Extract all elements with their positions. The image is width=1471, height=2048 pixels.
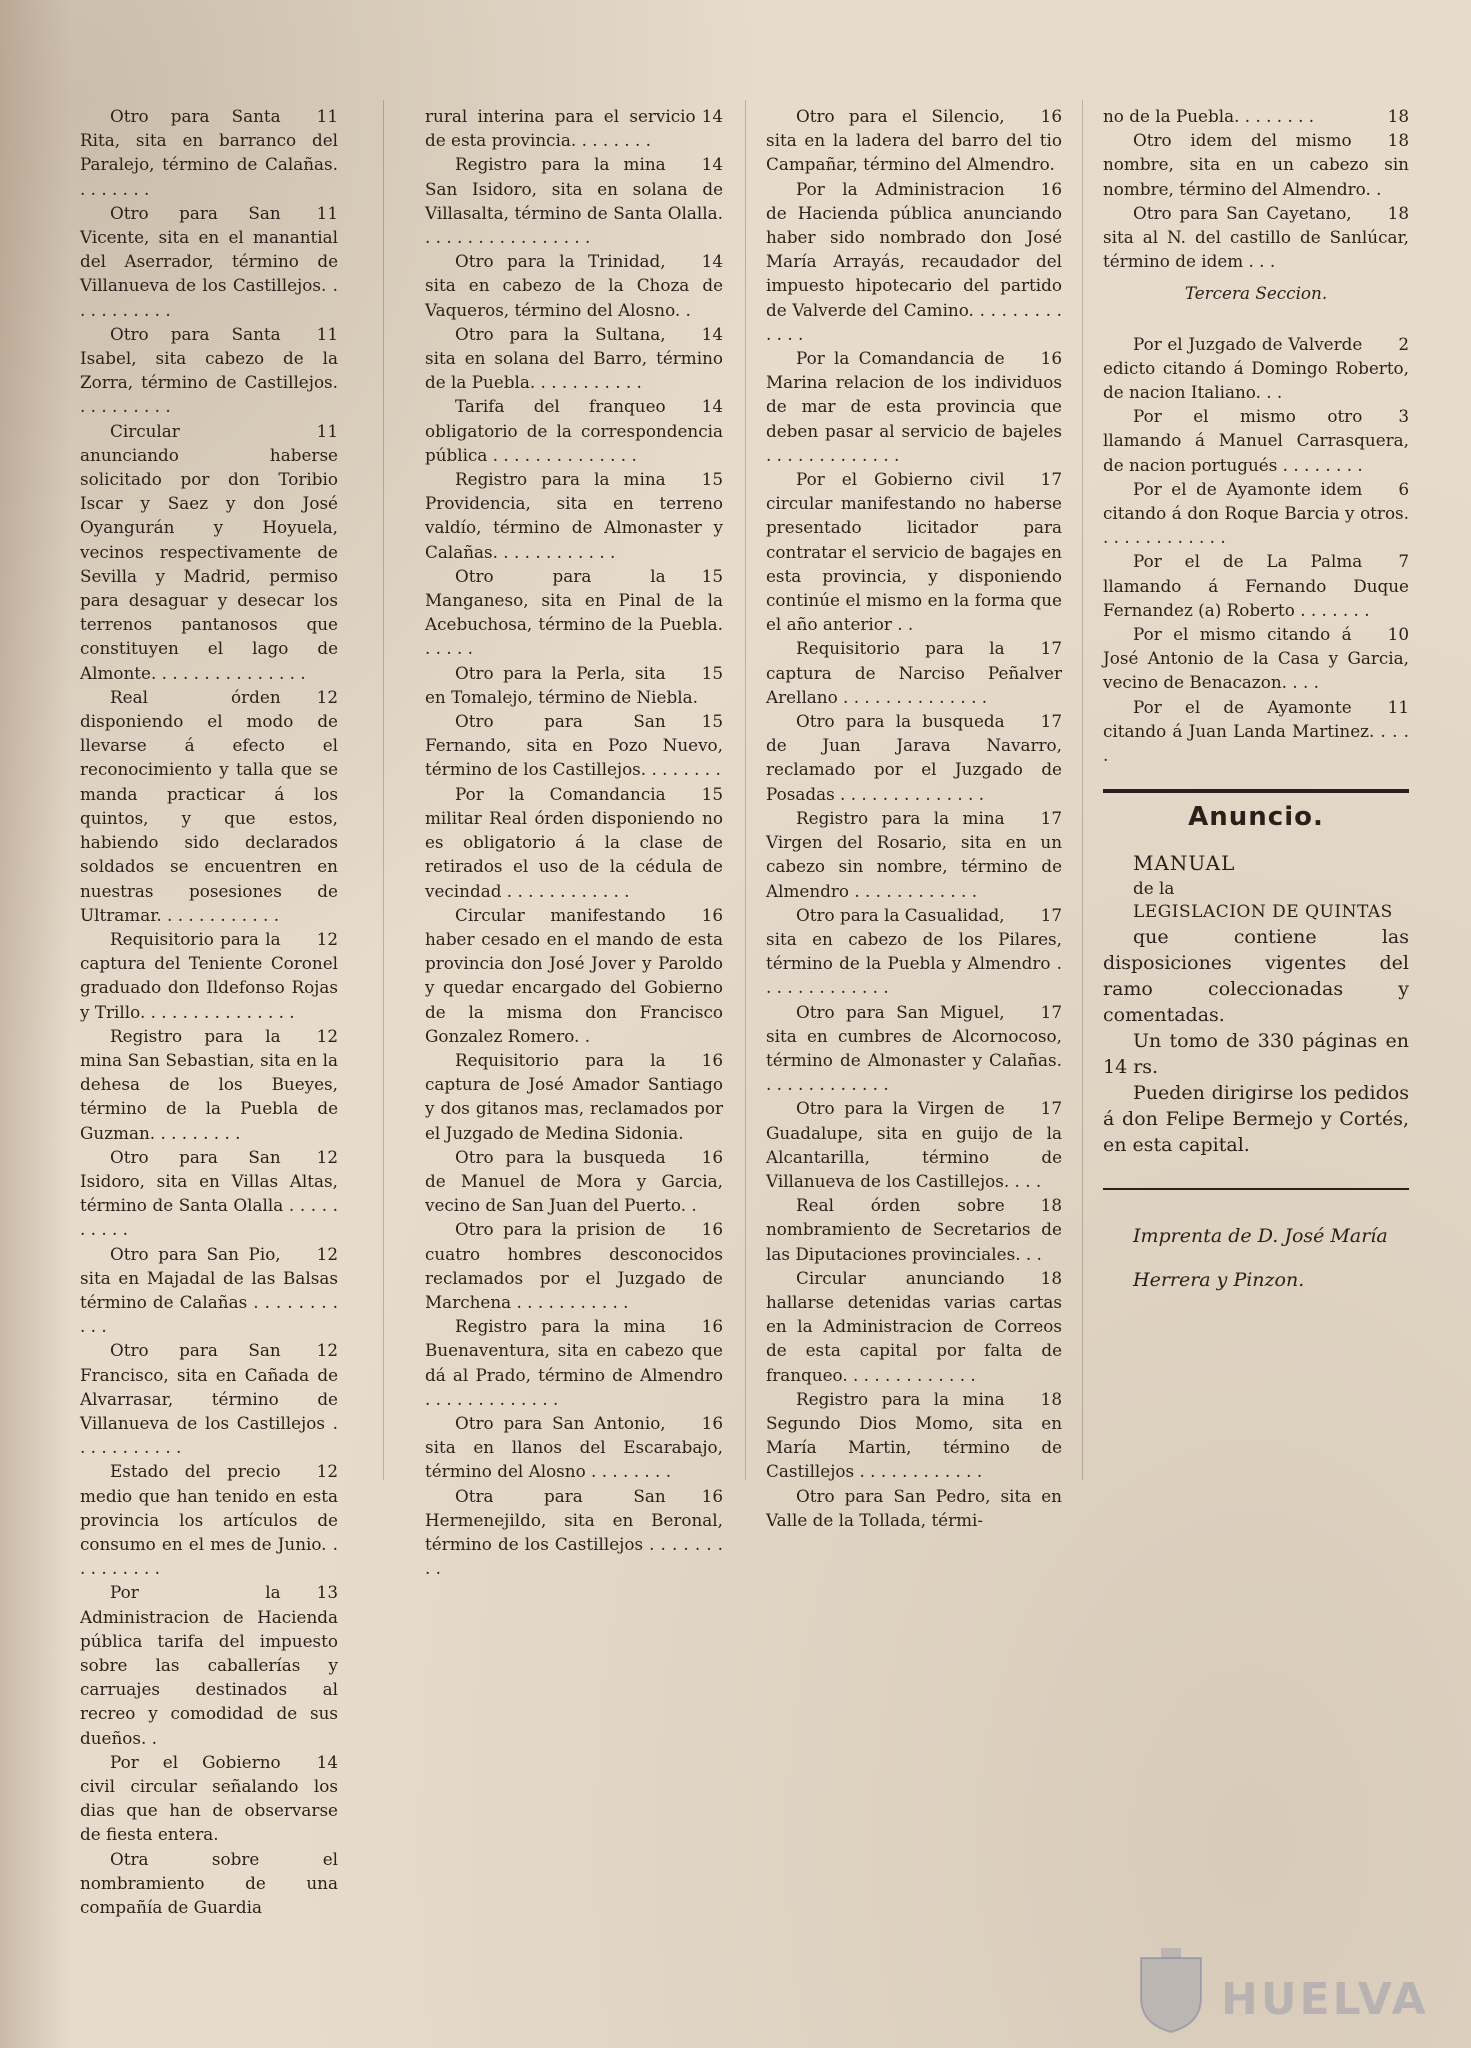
- index-entry: [1103, 549, 1409, 622]
- index-entry: [425, 564, 723, 661]
- index-entry: [425, 1411, 723, 1484]
- index-entry: [80, 1145, 338, 1242]
- entry-text: Por el mismo otro llamando á Manuel Carrasquera, de nacion portugués . . . . . . . .: [1103, 406, 1409, 475]
- page-number: 12: [316, 1340, 338, 1361]
- ad-manual: MANUAL: [1133, 851, 1236, 876]
- entry-text: Otro para San Francisco, sita en Cañada de Alvarrasar, término de Villanueva de los Castillejos . . . . . . . . . . .: [80, 1340, 338, 1458]
- index-entry: [766, 806, 1062, 903]
- entry-text: Otro para la Perla, sita en Tomalejo, término de Niebla.: [425, 662, 698, 707]
- ad-orders: Pueden dirigirse los pedidos á don Felipe Bermejo y Cortés, en esta capital.: [1103, 1082, 1409, 1157]
- page-number: 6: [1398, 478, 1409, 499]
- entry-text: Otro para la prision de cuatro hombres desconocidos reclamados por el Juzgado de Marchena . . . . . . . . . . .: [425, 1219, 723, 1312]
- index-entry: [766, 1387, 1062, 1484]
- index-entry: [80, 1459, 338, 1580]
- page-number: 13: [316, 1582, 338, 1603]
- index-entry: [80, 1580, 338, 1749]
- thick-rule: [1103, 789, 1409, 793]
- index-entry: [766, 346, 1062, 467]
- index-entry: [766, 467, 1062, 636]
- entry-text: Registro para la mina Virgen del Rosario, sita en un cabezo sin nombre, término de Almendro . . . . . . . . . . . .: [766, 807, 1062, 901]
- entry-text: Por la Administracion de Hacienda pública anunciando haber sido nombrado don José María Arrayás, recaudador del impuesto hipotecario del partido de Valverde del Camino. . . . . . . . . . . . .: [766, 178, 1062, 344]
- page-number: 16: [1040, 106, 1062, 126]
- index-entry: [80, 927, 338, 1024]
- entry-text: Requisitorio para la captura de Narciso Peñalver Arellano . . . . . . . . . . . . . .: [766, 638, 1062, 707]
- third-section-entries: [1103, 332, 1409, 768]
- entry-text: Otra para San Hermenejildo, sita en Beronal, término de los Castillejos . . . . . . . . .: [425, 1485, 723, 1579]
- index-entry: [766, 1266, 1062, 1387]
- page-number: 16: [701, 1412, 723, 1433]
- index-entry: [425, 322, 723, 395]
- entry-text: Otro para la Casualidad, sita en cabezo de los Pilares, término de la Puebla y Almendro . . . . . . . . . . . . .: [766, 904, 1062, 998]
- index-entry: [425, 1484, 723, 1581]
- index-entry: [766, 1096, 1062, 1193]
- watermark-text: HUELVA: [1221, 1974, 1429, 2025]
- page-number: 17: [1040, 904, 1062, 925]
- ad-volume-price: Un tomo de 330 páginas en 14 rs.: [1103, 1030, 1409, 1079]
- entry-text: Registro para la mina Buenaventura, sita en cabezo que dá al Prado, término de Almendro . . . . . . . . . . . . .: [425, 1316, 723, 1409]
- index-entry: [80, 104, 338, 201]
- entry-text: Otro para San Miguel, sita en cumbres de Alcornocoso, término de Almonaster y Calañas. . . . . . . . . . . . .: [766, 1001, 1062, 1095]
- page-number: 17: [1040, 1098, 1062, 1119]
- entry-text: Registro para la mina San Isidoro, sita en solana de Villasalta, término de Santa Olalla. . . . . . . . . . . . . . . . .: [425, 154, 723, 248]
- column-divider: [383, 100, 384, 1480]
- entry-text: Por el Gobierno civil circular manifestando no haberse presentado licitador para contratar el servicio de bagajes en esta provincia, y disponiendo continúe el mismo en la forma que el año anterior . .: [766, 469, 1062, 635]
- thin-rule: [1103, 1188, 1409, 1190]
- index-column-1: [80, 104, 338, 1919]
- imprint-line-2: Herrera y Pinzon.: [1133, 1269, 1305, 1292]
- entry-text: Por la Comandancia de Marina relacion de los individuos de mar de esta provincia que deben pasar al servicio de bajeles . . . . . . . . . . . . .: [766, 348, 1062, 465]
- page-number: 16: [701, 904, 723, 925]
- page-number: 11: [316, 323, 338, 344]
- entry-text: Otro para San Isidoro, sita en Villas Altas, término de Santa Olalla . . . . . . . . . .: [80, 1146, 338, 1240]
- entry-text: Otro para la Sultana, sita en solana del Barro, término de la Puebla. . . . . . . . . . .: [425, 323, 723, 393]
- crest-icon: [1131, 1948, 1211, 2034]
- index-entry: [80, 1338, 338, 1459]
- index-entry: [80, 685, 338, 927]
- entry-text: Otro para la busqueda de Juan Jarava Navarro, reclamado por el Juzgado de Posadas . . . . . . . . . . . . . .: [766, 711, 1062, 804]
- index-entry: [766, 177, 1062, 346]
- index-entry: [425, 1217, 723, 1314]
- entry-text: Real órden disponiendo el modo de llevarse á efecto el reconocimiento y talla que se manda practicar á los quintos, y que estos, habiendo sido declarados soldados se encuentren en nuestras posesiones de Ultramar. . . . . . . . . . . .: [80, 686, 338, 925]
- entry-text: rural interina para el servicio de esta provincia. . . . . . . .: [425, 106, 696, 151]
- index-entry: [80, 322, 338, 419]
- entry-text: Por el de Ayamonte idem citando á don Roque Barcia y otros. . . . . . . . . . . . .: [1103, 478, 1409, 548]
- advertisement-title: Anuncio.: [1188, 802, 1324, 833]
- index-entry: [425, 394, 723, 467]
- entry-text: Por el de La Palma llamando á Fernando Duque Fernandez (a) Roberto . . . . . . .: [1103, 551, 1409, 620]
- advertisement: [1103, 802, 1409, 1158]
- page-number: 12: [316, 928, 338, 949]
- page-number: 17: [1040, 1001, 1062, 1022]
- ad-de-la: de la: [1133, 877, 1175, 898]
- index-column-2: [425, 104, 723, 1580]
- entry-text: Circular manifestando haber cesado en el mando de esta provincia don José Jover y Paroldo y quedar encargado del Gobierno de la misma don Francisco Gonzalez Romero. .: [425, 904, 723, 1046]
- entry-text: Otro para San Fernando, sita en Pozo Nuevo, término de los Castillejos. . . . . . . .: [425, 711, 723, 780]
- entry-text: Otro para Santa Rita, sita en barranco del Paralejo, término de Calañas. . . . . . . .: [80, 106, 338, 199]
- page-number: 18: [1387, 106, 1409, 126]
- entry-text: Circular anunciando haberse solicitado por don Toribio Iscar y Saez y don José Oyangurán y Hoyuela, vecinos respectivamente de Sevilla y Madrid, permiso para desaguar y desecar los terrenos pantanosos que constituyen el lago de Almonte. . . . . . . . . . . . . . .: [80, 420, 338, 683]
- page-number: 15: [701, 711, 723, 732]
- index-entry: [425, 249, 723, 322]
- entry-text: Otro para el Silencio, sita en la ladera del barro del tio Campañar, término del Almendro.: [766, 106, 1062, 175]
- page-number: 17: [1040, 469, 1062, 490]
- section-title: Tercera Seccion.: [1184, 283, 1328, 304]
- page-number: 18: [1040, 1267, 1062, 1288]
- entry-text: Otro para la Trinidad, sita en cabezo de la Choza de Vaqueros, término del Alosno. .: [425, 251, 723, 320]
- ad-legislacion: LEGISLACION DE QUINTAS: [1133, 901, 1393, 922]
- index-entry: [1103, 128, 1409, 201]
- entry-text: Requisitorio para la captura del Teniente Coronel graduado don Ildefonso Rojas y Trillo. . . . . . . . . . . . . . .: [80, 928, 338, 1022]
- page-number: 12: [316, 1461, 338, 1482]
- page-number: 12: [316, 1025, 338, 1046]
- index-entry: [425, 782, 723, 903]
- entry-text: Registro para la mina San Sebastian, sita en la dehesa de los Bueyes, término de la Puebla de Guzman. . . . . . . . .: [80, 1025, 338, 1143]
- entry-text: Por el de Ayamonte citando á Juan Landa Martinez. . . . .: [1103, 696, 1409, 766]
- index-column-3: [766, 104, 1062, 1532]
- page-number: 17: [1040, 807, 1062, 828]
- index-entry: [766, 1193, 1062, 1266]
- page-number: 12: [316, 1146, 338, 1167]
- page-number: 17: [1040, 638, 1062, 659]
- page-number: 14: [316, 1751, 338, 1772]
- page-number: 11: [316, 202, 338, 223]
- index-entry: [80, 1847, 338, 1920]
- page-number: 11: [316, 106, 338, 126]
- entry-text: Por el Gobierno civil circular señalando los dias que han de observarse de fiesta entera.: [80, 1751, 338, 1845]
- index-entry: [425, 903, 723, 1048]
- entry-text: Otro para San Pedro, sita en Valle de la Tollada, térmi-: [766, 1485, 1062, 1530]
- index-entry: [766, 1484, 1062, 1532]
- index-entry: [766, 1000, 1062, 1097]
- column-divider: [1082, 100, 1083, 1480]
- ad-description: que contiene las disposiciones vigentes del ramo coleccionadas y comentadas.: [1103, 926, 1409, 1027]
- page-number: 18: [1040, 1388, 1062, 1409]
- entry-text: Otro para Santa Isabel, sita cabezo de la Zorra, término de Castillejos. . . . . . . . . .: [80, 323, 338, 417]
- entry-text: Por el Juzgado de Valverde edicto citando á Domingo Roberto, de nacion Italiano. . .: [1103, 333, 1409, 403]
- page-number: 14: [701, 396, 723, 417]
- index-entry: [1103, 332, 1409, 405]
- index-entry: [425, 467, 723, 564]
- index-entry: [80, 1750, 338, 1847]
- index-entry: [80, 1242, 338, 1339]
- index-entry: [1103, 477, 1409, 550]
- entry-text: Otro idem del mismo nombre, sita en un cabezo sin nombre, término del Almendro. .: [1103, 130, 1409, 199]
- page-number: 16: [701, 1219, 723, 1240]
- entry-text: Otro para San Vicente, sita en el manantial del Aserrador, término de Villanueva de los Castillejos. . . . . . . . . . .: [80, 202, 338, 320]
- index-entry: [766, 636, 1062, 709]
- library-watermark: [1131, 1948, 1431, 2034]
- index-entries-continued: [1103, 104, 1409, 273]
- page-number: 17: [1040, 711, 1062, 732]
- page-number: 11: [316, 420, 338, 441]
- column-divider: [745, 100, 746, 1480]
- index-entry: [1103, 201, 1409, 274]
- entry-text: Otro para la busqueda de Manuel de Mora y Garcia, vecino de San Juan del Puerto. .: [425, 1146, 723, 1216]
- index-entry: [425, 1048, 723, 1145]
- entry-text: Por la Administracion de Hacienda pública tarifa del impuesto sobre las caballerías y carruajes destinados al recreo y comodidad de sus dueños. .: [80, 1582, 338, 1748]
- page-number: 16: [701, 1049, 723, 1070]
- page-number: 2: [1398, 333, 1409, 354]
- index-entry: [425, 1145, 723, 1218]
- index-entry: [425, 709, 723, 782]
- entry-text: Registro para la mina Segundo Dios Momo, sita en María Martin, término de Castillejos . . . . . . . . . . . .: [766, 1388, 1062, 1482]
- entry-text: Circular anunciando hallarse detenidas varias cartas en la Administracion de Correos de esta capital por falta de franqueo. . . . . . . . . . . . .: [766, 1267, 1062, 1385]
- entry-text: Otro para San Pio, sita en Majadal de las Balsas término de Calañas . . . . . . . . . . .: [80, 1243, 338, 1337]
- entry-text: Otro para la Manganeso, sita en Pinal de la Acebuchosa, término de la Puebla. . . . . .: [425, 565, 723, 659]
- page-number: 15: [701, 662, 723, 683]
- index-entry: [425, 1314, 723, 1411]
- entry-text: Otra sobre el nombramiento de una compañía de Guardia: [80, 1848, 338, 1918]
- entry-text: no de la Puebla. . . . . . . .: [1103, 106, 1315, 126]
- page-number: 10: [1387, 624, 1409, 645]
- page-number: 11: [1387, 696, 1409, 717]
- page-number: 12: [316, 1243, 338, 1264]
- entry-text: Otro para la Virgen de Guadalupe, sita en guijo de la Alcantarilla, término de Villanueva de los Castillejos. . . .: [766, 1098, 1062, 1191]
- page-number: 14: [701, 251, 723, 272]
- index-entry: [425, 104, 723, 152]
- page-number: 3: [1398, 406, 1409, 427]
- index-entry: [766, 104, 1062, 177]
- page-number: 16: [701, 1485, 723, 1506]
- page-number: 18: [1387, 202, 1409, 223]
- index-entry: [80, 419, 338, 685]
- page-number: 16: [1040, 348, 1062, 369]
- page-number: 7: [1398, 551, 1409, 572]
- entry-text: Por la Comandancia militar Real órden disponiendo no es obligatorio á la clase de retirados el uso de la cédula de vecindad . . . . . . . . . . . .: [425, 783, 723, 901]
- page-number: 14: [701, 106, 723, 126]
- entry-text: Requisitorio para la captura de José Amador Santiago y dos gitanos mas, reclamados por el Juzgado de Medina Sidonia.: [425, 1049, 723, 1143]
- index-entry: [1103, 695, 1409, 768]
- entry-text: Registro para la mina Providencia, sita en terreno valdío, término de Almonaster y Calañas. . . . . . . . . . . .: [425, 469, 723, 562]
- index-entry: [1103, 104, 1409, 128]
- entry-text: Por el mismo citando á José Antonio de la Casa y Garcia, vecino de Benacazon. . . .: [1103, 624, 1409, 693]
- index-entry: [80, 201, 338, 322]
- index-entry: [766, 709, 1062, 806]
- page-number: 14: [701, 323, 723, 344]
- page-number: 18: [1387, 130, 1409, 151]
- index-entry: [1103, 404, 1409, 477]
- entry-text: Estado del precio medio que han tenido en esta provincia los artículos de consumo en el mes de Junio. . . . . . . . . .: [80, 1461, 338, 1579]
- entry-text: Otro para San Cayetano, sita al N. del castillo de Sanlúcar, término de idem . . .: [1103, 202, 1409, 272]
- entry-text: Tarifa del franqueo obligatorio de la correspondencia pública . . . . . . . . . . . . . .: [425, 396, 723, 465]
- page-number: 16: [1040, 178, 1062, 199]
- page-stain: [0, 0, 70, 2048]
- index-column-4: [1103, 104, 1409, 1302]
- index-entry: [766, 903, 1062, 1000]
- entry-text: Real órden sobre nombramiento de Secretarios de las Diputaciones provinciales. . .: [766, 1195, 1062, 1264]
- page-number: 16: [701, 1146, 723, 1167]
- imprint: [1103, 1214, 1409, 1302]
- page-number: 14: [701, 154, 723, 175]
- imprint-line-1: Imprenta de D. José María: [1133, 1225, 1388, 1248]
- index-entry: [425, 152, 723, 249]
- index-entry: [1103, 622, 1409, 695]
- page-number: 15: [701, 469, 723, 490]
- entry-text: Otro para San Antonio, sita en llanos del Escarabajo, término del Alosno . . . . . . . .: [425, 1412, 723, 1482]
- page-number: 15: [701, 783, 723, 804]
- page-number: 12: [316, 686, 338, 707]
- index-entry: [425, 661, 723, 709]
- index-entry: [80, 1024, 338, 1145]
- page-number: 15: [701, 565, 723, 586]
- page-number: 18: [1040, 1195, 1062, 1216]
- page-number: 16: [701, 1316, 723, 1337]
